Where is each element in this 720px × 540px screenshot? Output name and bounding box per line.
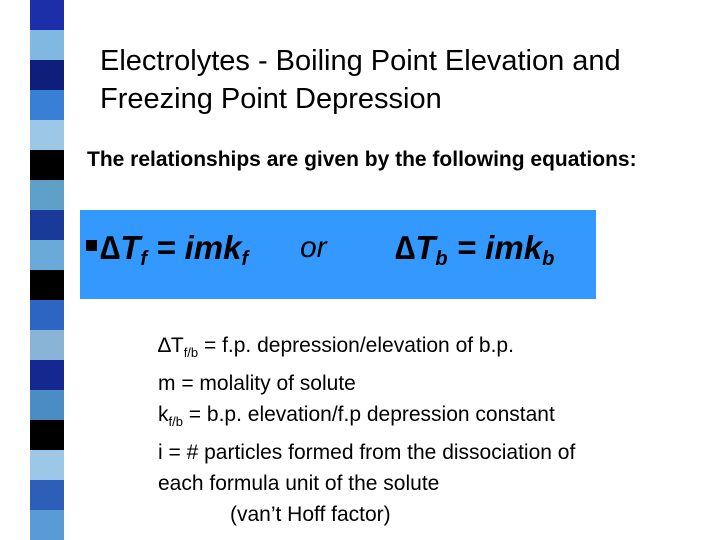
definitions-list xyxy=(158,330,698,530)
stripe-block xyxy=(30,90,64,120)
stripe-block xyxy=(30,330,64,360)
definition-text: = b.p. elevation/f.p depression constant xyxy=(182,403,555,427)
stripe-block xyxy=(30,60,64,90)
equation-subscript: b xyxy=(435,248,448,270)
equation-subscript: f xyxy=(140,248,148,270)
definition-vant-hoff: (van’t Hoff factor) xyxy=(230,503,391,527)
definition-molality: m = molality of solute xyxy=(158,372,356,396)
definition-symbol: ∆T xyxy=(158,334,184,357)
intro-text: The relationships are given by the following equations: xyxy=(87,148,637,171)
stripe-block xyxy=(30,300,64,330)
equation-delta-t: ∆T xyxy=(100,229,141,266)
slide-title-line-2: Freezing Point Depression xyxy=(100,83,442,115)
stripe-block xyxy=(30,270,64,300)
square-bullet-icon xyxy=(86,240,97,251)
stripe-block xyxy=(30,360,64,390)
equation-delta-t: ∆T xyxy=(395,229,436,266)
equation-rhs: = imk xyxy=(147,229,242,266)
definition-subscript: f/b xyxy=(168,414,183,430)
equation-rhs: = imk xyxy=(447,229,543,266)
stripe-block xyxy=(30,510,64,540)
stripe-block xyxy=(30,480,64,510)
stripe-block xyxy=(30,150,64,180)
stripe-block xyxy=(30,30,64,60)
stripe-block xyxy=(30,450,64,480)
definition-symbol: k xyxy=(158,403,169,427)
definition-constant xyxy=(158,399,698,437)
definition-i-line-2: each formula unit of the solute xyxy=(158,472,440,496)
equation-subscript: f xyxy=(241,248,249,270)
stripe-block xyxy=(30,180,64,210)
stripe-block xyxy=(30,420,64,450)
stripe-block xyxy=(30,120,64,150)
stripe-block xyxy=(30,390,64,420)
slide-title-line-1: Electrolytes - Boiling Point Elevation and xyxy=(100,45,621,77)
stripe-block xyxy=(30,210,64,240)
boiling-point-equation xyxy=(395,228,554,279)
stripe-block xyxy=(30,0,64,30)
definition-i-line-1: i = # particles formed from the dissociation of xyxy=(158,441,576,465)
decorative-stripe-column xyxy=(30,0,64,540)
equation-or-text: or xyxy=(300,231,327,264)
definition-subscript: f/b xyxy=(183,345,199,361)
definition-delta-t xyxy=(158,330,698,368)
slide-title xyxy=(100,42,700,118)
freezing-point-equation xyxy=(100,228,248,279)
equation-subscript: b xyxy=(542,248,555,270)
stripe-block xyxy=(30,240,64,270)
definition-text: = f.p. depression/elevation of b.p. xyxy=(198,334,514,357)
